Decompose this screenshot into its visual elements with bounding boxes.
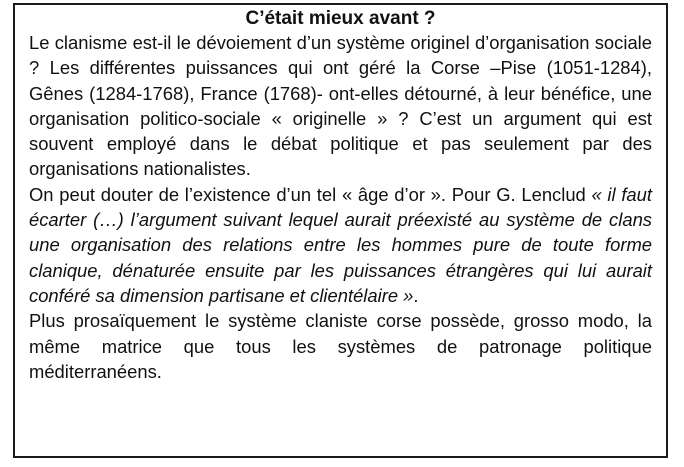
paragraph-age-dor	[29, 182, 652, 308]
lenclud-quote: « il faut écarter (…) l’argument suivant lequel aurait préexisté au système de clans une organisation des relations entre les hommes pure de toute forme clanique, dénaturée ensuite par les puissances étrangères qui lui aurait conféré sa dimension partisane et clientélaire »	[29, 183, 652, 306]
paragraph-age-dor-end: .	[413, 284, 419, 306]
document-title: C’était mieux avant ?	[245, 8, 436, 29]
paragraph-age-dor-intro: On peut douter de l’existence d’un tel « âge d’or ». Pour G. Lenclud	[29, 183, 592, 205]
paragraph-patronage: Plus prosaïquement le système claniste corse possède, grosso modo, la même matrice que tous les systèmes de patronage politique méditerranéens.	[29, 310, 652, 382]
paragraph-clanisme: Le clanisme est-il le dévoiement d’un système originel d’organisation sociale ? Les différentes puissances qui ont géré la Corse –Pise (1051-1284), Gênes (1284-1768), France (1768)- ont-elles détourné, à leur bénéfice, une organisation politico-sociale « originelle » ? C’est un argument qui est souvent employé dans le débat politique et pas seulement par des organisations nationalistes.	[29, 32, 652, 180]
document-frame	[13, 3, 668, 458]
